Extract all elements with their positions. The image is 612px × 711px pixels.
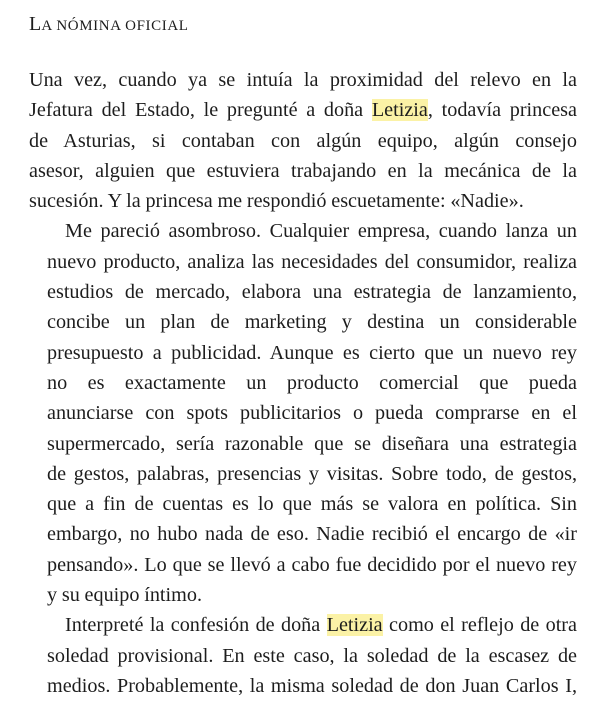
text-line xyxy=(29,307,577,337)
text-run: concibe un plan de marketing y destina un considerable xyxy=(47,311,577,334)
text-run: estudios de mercado, elabora una estrategia de lanzamiento, xyxy=(47,281,577,304)
highlighted-term: Letizia xyxy=(326,614,383,637)
text-run: presupuesto a publicidad. Aunque es cierto que un nuevo rey xyxy=(47,341,577,364)
paragraph-1 xyxy=(29,65,577,216)
text-line xyxy=(29,247,577,277)
text-run: pensando». Lo que se llevó a cabo fue decidido por el nuevo rey xyxy=(47,553,577,576)
running-head xyxy=(29,12,189,38)
text-line xyxy=(29,186,577,216)
text-line xyxy=(29,610,577,640)
text-run: soledad provisional. En este caso, la soledad de la escasez de xyxy=(47,644,577,667)
text-run: nuevo producto, analiza las necesidades del consumidor, realiza xyxy=(47,250,577,273)
text-line xyxy=(29,580,577,610)
text-run: de Asturias, si contaban con algún equipo, algún consejo xyxy=(29,129,577,152)
text-line xyxy=(29,519,577,549)
text-line xyxy=(29,65,577,95)
text-run: no es exactamente un producto comercial que pueda xyxy=(47,371,577,394)
text-line xyxy=(29,398,577,428)
text-line xyxy=(29,126,577,156)
text-line xyxy=(29,156,577,186)
highlighted-term: Letizia xyxy=(371,99,428,122)
text-line xyxy=(29,95,577,125)
text-line xyxy=(29,216,577,246)
paragraph-2 xyxy=(29,216,577,610)
text-run: supermercado, sería razonable que se diseñara una estrategia xyxy=(47,432,577,455)
text-line xyxy=(29,429,577,459)
text-line xyxy=(29,338,577,368)
text-run: y su equipo íntimo. xyxy=(47,584,202,607)
text-line xyxy=(29,368,577,398)
text-run: Jefatura del Estado, le pregunté a doña xyxy=(29,99,372,122)
text-line xyxy=(29,489,577,519)
text-run: asesor, alguien que estuviera trabajando en la mecánica de la xyxy=(29,159,577,182)
text-line xyxy=(29,459,577,489)
text-run: anunciarse con spots publicitarios o pueda comprarse en el xyxy=(47,402,577,425)
text-run: sucesión. Y la princesa me respondió escuetamente: «Nadie». xyxy=(29,190,524,213)
text-run: que a fin de cuentas es lo que más se valora en política. Sin xyxy=(47,493,577,516)
paragraph-3 xyxy=(29,610,577,701)
text-run: como el reflejo de otra xyxy=(382,614,577,637)
text-line xyxy=(29,641,577,671)
text-run: Una vez, cuando ya se intuía la proximidad del relevo en la xyxy=(29,69,577,91)
text-run: de gestos, palabras, presencias y visitas. Sobre todo, de gestos, xyxy=(47,462,577,485)
text-line xyxy=(29,550,577,580)
text-run: Me pareció asombroso. Cualquier empresa, cuando lanza un xyxy=(65,220,577,243)
text-run: medios. Probablemente, la misma soledad de don Juan Carlos I, xyxy=(47,674,577,697)
text-line xyxy=(29,671,577,701)
text-line xyxy=(29,277,577,307)
text-run: embargo, no hubo nada de eso. Nadie recibió el encargo de «ir xyxy=(47,523,577,546)
text-run: , todavía princesa xyxy=(427,99,577,122)
running-head-initial: L xyxy=(29,13,42,35)
running-head-rest: A NÓMINA OFICIAL xyxy=(41,18,189,34)
body-text xyxy=(29,65,577,701)
text-run: Interpreté la confesión de doña xyxy=(65,614,327,637)
